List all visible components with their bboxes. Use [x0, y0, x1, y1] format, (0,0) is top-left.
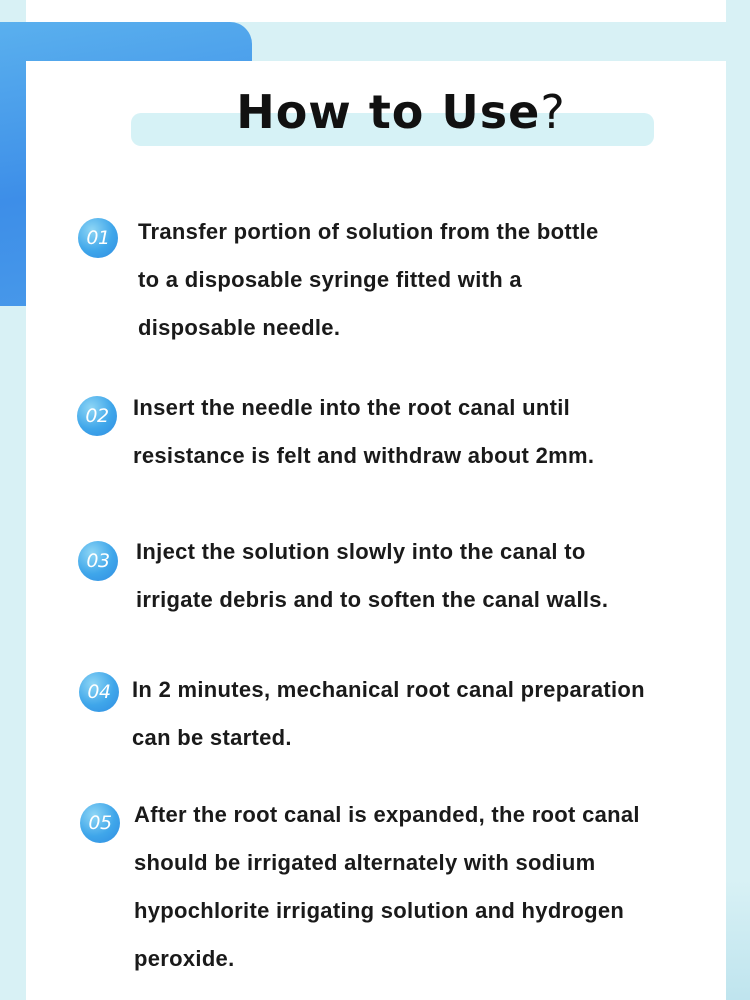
step-number-badge: 02	[77, 396, 117, 436]
title-text: How to Use	[236, 85, 541, 139]
step-text: Inject the solution slowly into the canal to irrigate debris and to soften the canal walls.	[136, 539, 609, 612]
step-text: Insert the needle into the root canal until resistance is felt and withdraw about 2mm.	[133, 395, 595, 468]
step-text: In 2 minutes, mechanical root canal preparation can be started.	[132, 677, 645, 750]
step-number-badge: 03	[78, 541, 118, 581]
step-text: After the root canal is expanded, the root canal should be irrigated alternately with sodium hypochlorite irrigating solution and hydrogen peroxide.	[134, 802, 640, 971]
top-card	[26, 0, 726, 22]
title-question-mark: ?	[540, 85, 566, 139]
step-number-badge: 05	[80, 803, 120, 843]
page-title	[0, 82, 750, 142]
step-text: Transfer portion of solution from the bottle to a disposable syringe fitted with a disposable needle.	[138, 219, 599, 340]
step-number-badge: 04	[79, 672, 119, 712]
step-number-badge: 01	[78, 218, 118, 258]
